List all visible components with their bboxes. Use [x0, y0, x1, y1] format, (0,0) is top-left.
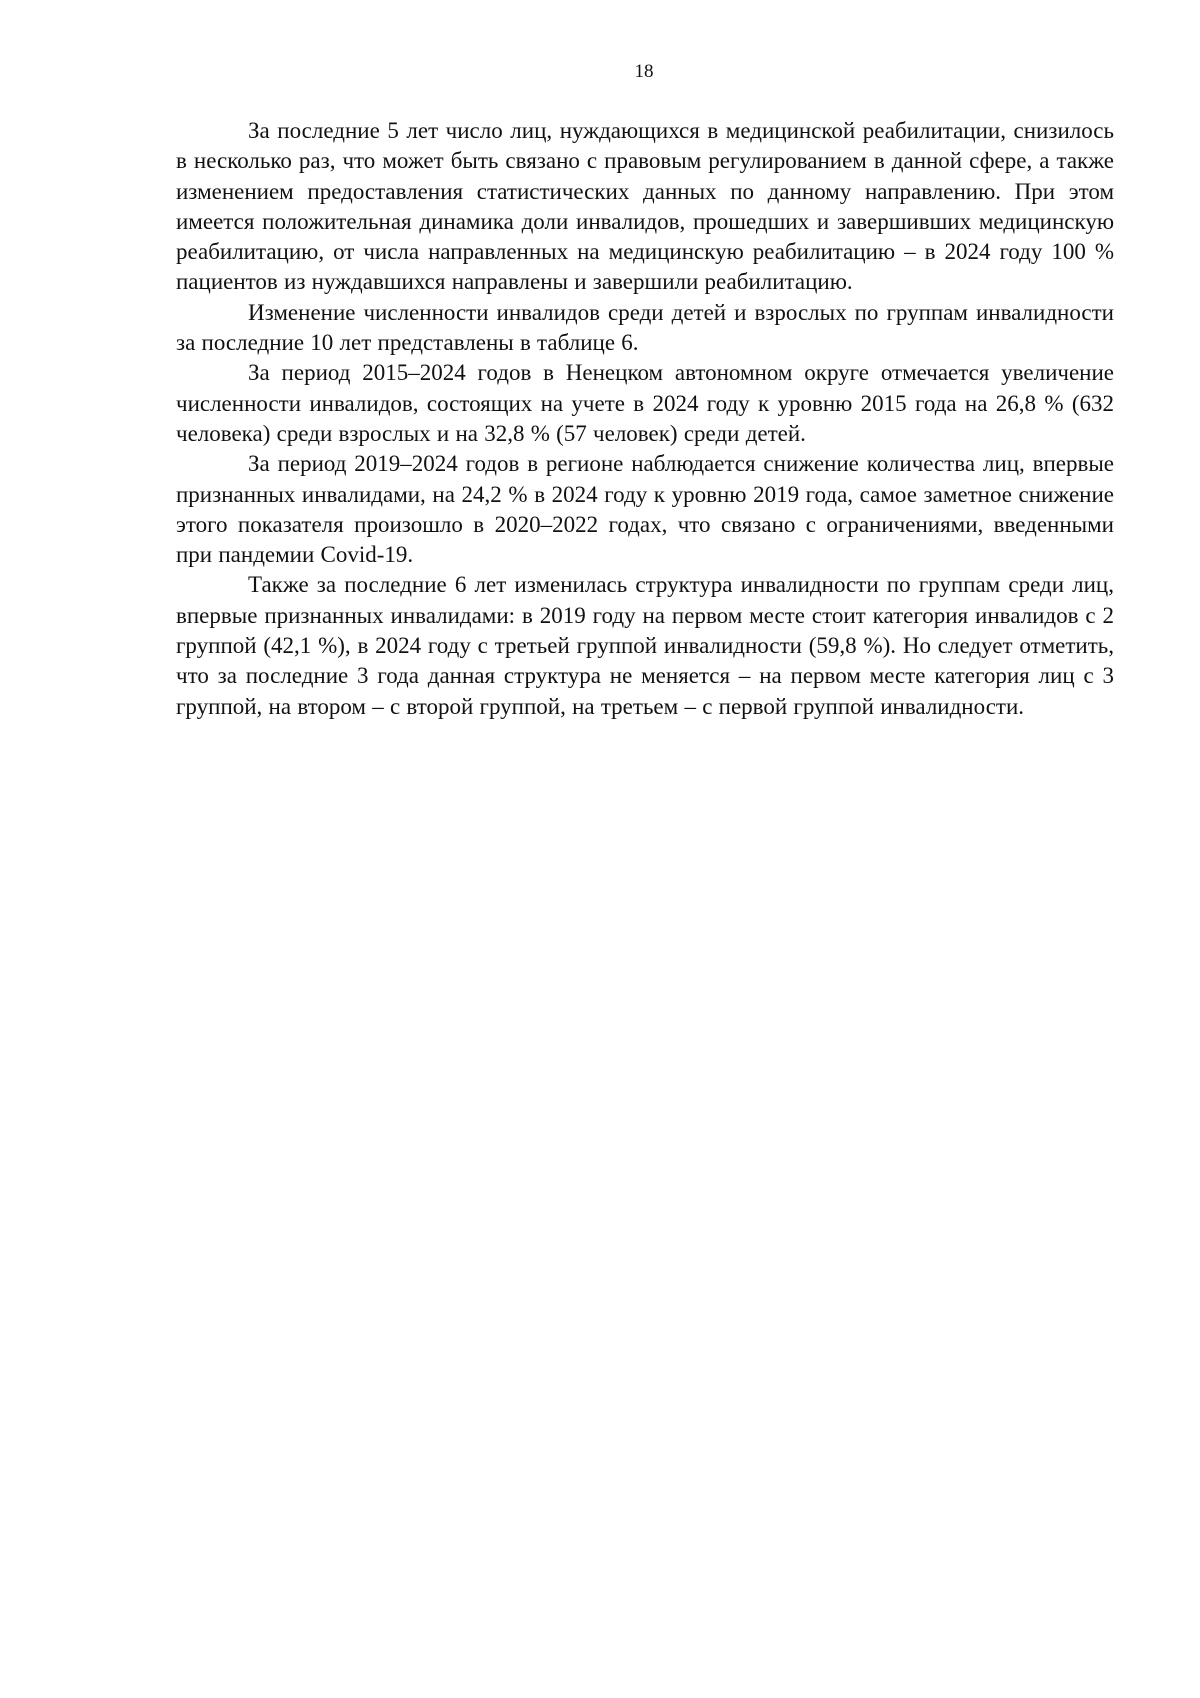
paragraph-2019-2024-decrease: За период 2019–2024 годов в регионе наблюдается снижение количества лиц, впервые признанных инвалидами, на 24,2 % в 2024 году к уровню 2019 года, самое заметное снижение этого показателя произошло в 2020–2022 годах, что связано с ограничениями, введенными при пандемии Covid-19.	[176, 451, 1114, 568]
paragraph-2015-2024-increase: За период 2015–2024 годов в Ненецком автономном округе отмечается увеличение численности инвалидов, состоящих на учете в 2024 году к уровню 2015 года на 26,8 % (632 человека) среди взрослых и на 32,8 % (57 человек) среди детей.	[176, 360, 1114, 446]
document-body	[176, 116, 1114, 722]
paragraph-table-reference: Изменение численности инвалидов среди детей и взрослых по группам инвалидности за последние 10 лет представлены в таблице 6.	[176, 299, 1114, 356]
page-number: 18	[634, 61, 654, 82]
paragraph-rehabilitation: За последние 5 лет число лиц, нуждающихся в медицинской реабилитации, снизилось в несколько раз, что может быть связано с правовым регулированием в данной сфере, а также изменением предоставления статистических данных по данному направлению. При этом имеется положительная динамика доли инвалидов, прошедших и завершивших медицинскую реабилитацию, от числа направленных на медицинскую реабилитацию – в 2024 году 100 % пациентов из нуждавшихся направлены и завершили реабилитацию.	[176, 118, 1114, 295]
paragraph-structure-change: Также за последние 6 лет изменилась структура инвалидности по группам среди лиц, впервые признанных инвалидами: в 2019 году на первом месте стоит категория инвалидов с 2 группой (42,1 %), в 2024 году с третьей группой инвалидности (59,8 %). Но следует отметить, что за последние 3 года данная структура не меняется – на первом месте категория лиц с 3 группой, на втором – с второй группой, на третьем – с первой группой инвалидности.	[176, 572, 1114, 719]
